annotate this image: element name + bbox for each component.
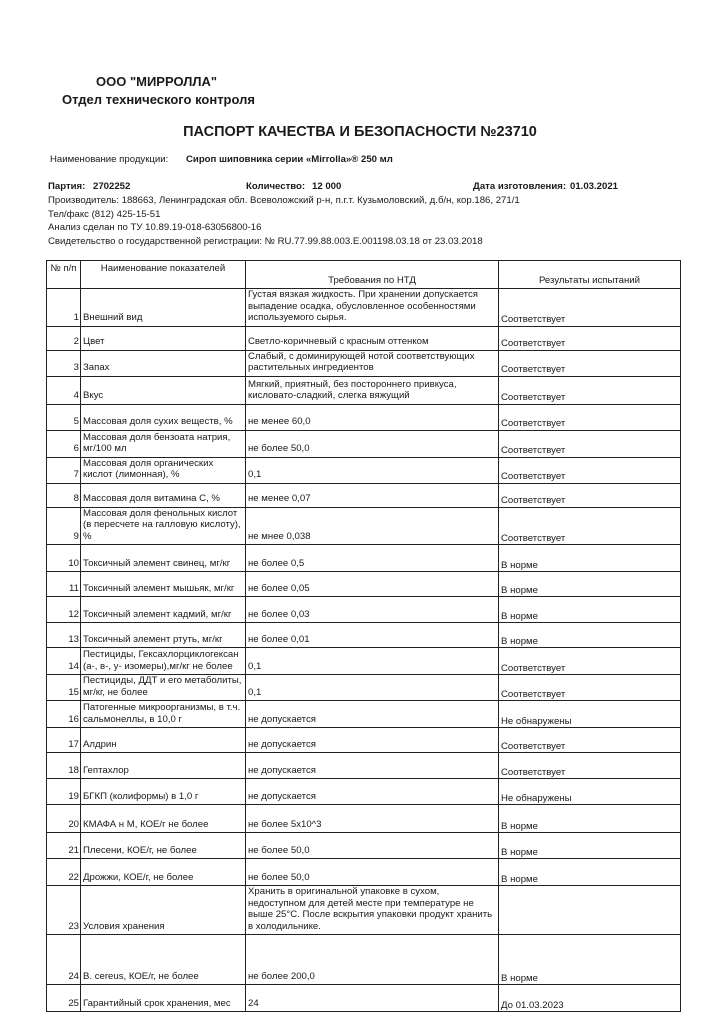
row-number: 16 <box>47 701 81 728</box>
row-indicator: Дрожжи, КОЕ/г, не более <box>81 859 246 886</box>
row-requirement: не допускается <box>246 753 499 779</box>
table-row <box>47 572 681 597</box>
row-number: 18 <box>47 753 81 779</box>
document-title: ПАСПОРТ КАЧЕСТВА И БЕЗОПАСНОСТИ №23710 <box>183 124 537 140</box>
row-requirement: не более 50,0 <box>246 833 499 859</box>
table-row <box>47 545 681 572</box>
row-indicator: Вкус <box>81 376 246 404</box>
row-result <box>499 886 681 935</box>
row-requirement: Хранить в оригинальной упаковке в сухом, недоступном для детей месте при температуре не выше 25°С. После вскрытия упаковки продукт хранить в холодильнике. <box>246 886 499 935</box>
row-requirement: не мнее 0,038 <box>246 507 499 545</box>
quantity-value: 12 000 <box>312 181 342 192</box>
row-number: 6 <box>47 430 81 457</box>
table-row <box>47 779 681 805</box>
header-number: № п/п <box>47 261 81 289</box>
row-indicator: B. cereus, КОЕ/г, не более <box>81 935 246 985</box>
row-result: Соответствует <box>499 753 681 779</box>
row-number: 2 <box>47 326 81 350</box>
row-indicator: Токсичный элемент свинец, мг/кг <box>81 545 246 572</box>
table-row <box>47 623 681 648</box>
analysis: Анализ сделан по ТУ 10.89.19-018-63056800-16 <box>48 222 262 233</box>
row-indicator: Гарантийный срок хранения, мес <box>81 985 246 1012</box>
row-indicator: Массовая доля витамина С, % <box>81 483 246 507</box>
row-indicator: Внешний вид <box>81 289 246 327</box>
row-result: Соответствует <box>499 289 681 327</box>
row-requirement: не более 50,0 <box>246 859 499 886</box>
row-result: В норме <box>499 833 681 859</box>
row-result: Соответствует <box>499 648 681 675</box>
date-value: 01.03.2021 <box>570 181 619 192</box>
row-result: До 01.03.2023 <box>499 985 681 1012</box>
table-row <box>47 404 681 430</box>
row-indicator: Пестициды, Гексахлорциклогексан (а-, в-, у- изомеры),мг/кг не более <box>81 648 246 675</box>
row-requirement: Мягкий, приятный, без постороннего привкуса, кисловато-сладкий, слегка вяжущий <box>246 376 499 404</box>
row-result: Соответствует <box>499 507 681 545</box>
row-indicator: Токсичный элемент кадмий, мг/кг <box>81 597 246 623</box>
row-requirement: Густая вязкая жидкость. При хранении допускается выпадение осадка, обусловленное особенностями используемого сырья. <box>246 289 499 327</box>
table-row <box>47 483 681 507</box>
row-requirement: 0,1 <box>246 457 499 483</box>
row-number: 3 <box>47 350 81 376</box>
quality-table <box>46 260 681 1012</box>
table-row <box>47 675 681 701</box>
row-result: В норме <box>499 859 681 886</box>
manufacturer: Производитель: 188663, Ленинградская обл. Всеволожский р-н, п.г.т. Кузьмоловский, д.б/н, кор.186, 271/1 <box>48 195 520 206</box>
row-result: В норме <box>499 623 681 648</box>
row-indicator: БГКП (колиформы) в 1,0 г <box>81 779 246 805</box>
row-number: 21 <box>47 833 81 859</box>
row-requirement: не более 0,01 <box>246 623 499 648</box>
table-row <box>47 935 681 985</box>
row-requirement: Светло-коричневый с красным оттенком <box>246 326 499 350</box>
organization-name: ООО "МИРРОЛЛА" <box>96 74 218 89</box>
row-result: Соответствует <box>499 457 681 483</box>
department-name: Отдел технического контроля <box>62 92 255 107</box>
table-row <box>47 701 681 728</box>
row-indicator: Патогенные микроорганизмы, в т.ч. сальмонеллы, в 10,0 г <box>81 701 246 728</box>
row-number: 17 <box>47 728 81 753</box>
product-label: Наименование продукции: <box>50 154 169 165</box>
row-result: Соответствует <box>499 728 681 753</box>
batch-label: Партия: <box>48 181 86 192</box>
row-requirement: не более 5х10^3 <box>246 805 499 833</box>
row-requirement: не менее 0,07 <box>246 483 499 507</box>
row-result: Соответствует <box>499 675 681 701</box>
row-result: Соответствует <box>499 350 681 376</box>
row-result: Не обнаружены <box>499 779 681 805</box>
table-row <box>47 430 681 457</box>
row-number: 14 <box>47 648 81 675</box>
row-result: В норме <box>499 545 681 572</box>
row-number: 19 <box>47 779 81 805</box>
table-row <box>47 886 681 935</box>
row-number: 15 <box>47 675 81 701</box>
row-indicator: Массовая доля бензоата натрия, мг/100 мл <box>81 430 246 457</box>
quantity-label: Количество: <box>246 181 306 192</box>
row-number: 4 <box>47 376 81 404</box>
row-requirement: не менее 60,0 <box>246 404 499 430</box>
table-row <box>47 648 681 675</box>
table-row <box>47 289 681 327</box>
row-number: 20 <box>47 805 81 833</box>
table-header-row <box>47 261 681 289</box>
row-indicator: Токсичный элемент ртуть, мг/кг <box>81 623 246 648</box>
row-number: 5 <box>47 404 81 430</box>
row-result: Соответствует <box>499 376 681 404</box>
table-row <box>47 833 681 859</box>
row-indicator: Токсичный элемент мышьяк, мг/кг <box>81 572 246 597</box>
row-requirement: 0,1 <box>246 675 499 701</box>
row-indicator: Плесени, КОЕ/г, не более <box>81 833 246 859</box>
table-row <box>47 457 681 483</box>
row-requirement: не более 0,05 <box>246 572 499 597</box>
row-indicator: КМАФА н М, КОЕ/г не более <box>81 805 246 833</box>
table-row <box>47 350 681 376</box>
row-indicator: Массовая доля сухих веществ, % <box>81 404 246 430</box>
table-row <box>47 859 681 886</box>
table-row <box>47 507 681 545</box>
batch-value: 2702252 <box>93 181 131 192</box>
row-number: 25 <box>47 985 81 1012</box>
row-requirement: 0,1 <box>246 648 499 675</box>
table-row <box>47 985 681 1012</box>
row-result: В норме <box>499 597 681 623</box>
header-requirements: Требования по НТД <box>246 261 499 289</box>
certificate: Свидетельство о государственной регистрации: № RU.77.99.88.003.Е.001198.03.18 от 23.03.2018 <box>48 236 483 247</box>
row-indicator: Пестициды, ДДТ и его метаболиты, мг/кг, не более <box>81 675 246 701</box>
row-number: 1 <box>47 289 81 327</box>
row-indicator: Запах <box>81 350 246 376</box>
row-result: В норме <box>499 805 681 833</box>
header-results: Результаты испытаний <box>499 261 681 289</box>
row-number: 9 <box>47 507 81 545</box>
phone: Тел/факс (812) 425-15-51 <box>48 209 161 220</box>
row-result: В норме <box>499 572 681 597</box>
table-row <box>47 805 681 833</box>
table-row <box>47 376 681 404</box>
row-result: Не обнаружены <box>499 701 681 728</box>
row-result: Соответствует <box>499 326 681 350</box>
row-number: 23 <box>47 886 81 935</box>
row-indicator: Массовая доля органических кислот (лимонная), % <box>81 457 246 483</box>
table-row <box>47 728 681 753</box>
row-result: Соответствует <box>499 430 681 457</box>
table-row <box>47 597 681 623</box>
row-number: 13 <box>47 623 81 648</box>
row-requirement: 24 <box>246 985 499 1012</box>
row-requirement: не более 50,0 <box>246 430 499 457</box>
row-number: 11 <box>47 572 81 597</box>
row-requirement: Слабый, с доминирующей нотой соответствующих растительных ингредиентов <box>246 350 499 376</box>
row-requirement: не допускается <box>246 728 499 753</box>
product-value: Сироп шиповника серии «Mirrolla»® 250 мл <box>186 154 393 165</box>
table-row <box>47 326 681 350</box>
row-number: 10 <box>47 545 81 572</box>
row-indicator: Цвет <box>81 326 246 350</box>
row-indicator: Массовая доля фенольных кислот (в пересчете на галловую кислоту), % <box>81 507 246 545</box>
row-number: 8 <box>47 483 81 507</box>
row-requirement: не более 0,5 <box>246 545 499 572</box>
row-indicator: Условия хранения <box>81 886 246 935</box>
row-number: 24 <box>47 935 81 985</box>
date-label: Дата изготовления: <box>473 181 567 192</box>
row-number: 7 <box>47 457 81 483</box>
row-requirement: не более 200,0 <box>246 935 499 985</box>
header-indicator: Наименование показателей <box>81 261 246 289</box>
row-indicator: Гептахлор <box>81 753 246 779</box>
row-requirement: не более 0,03 <box>246 597 499 623</box>
row-requirement: не допускается <box>246 779 499 805</box>
row-number: 22 <box>47 859 81 886</box>
row-result: В норме <box>499 935 681 985</box>
row-requirement: не допускается <box>246 701 499 728</box>
row-number: 12 <box>47 597 81 623</box>
table-row <box>47 753 681 779</box>
row-result: Соответствует <box>499 483 681 507</box>
row-result: Соответствует <box>499 404 681 430</box>
row-indicator: Алдрин <box>81 728 246 753</box>
